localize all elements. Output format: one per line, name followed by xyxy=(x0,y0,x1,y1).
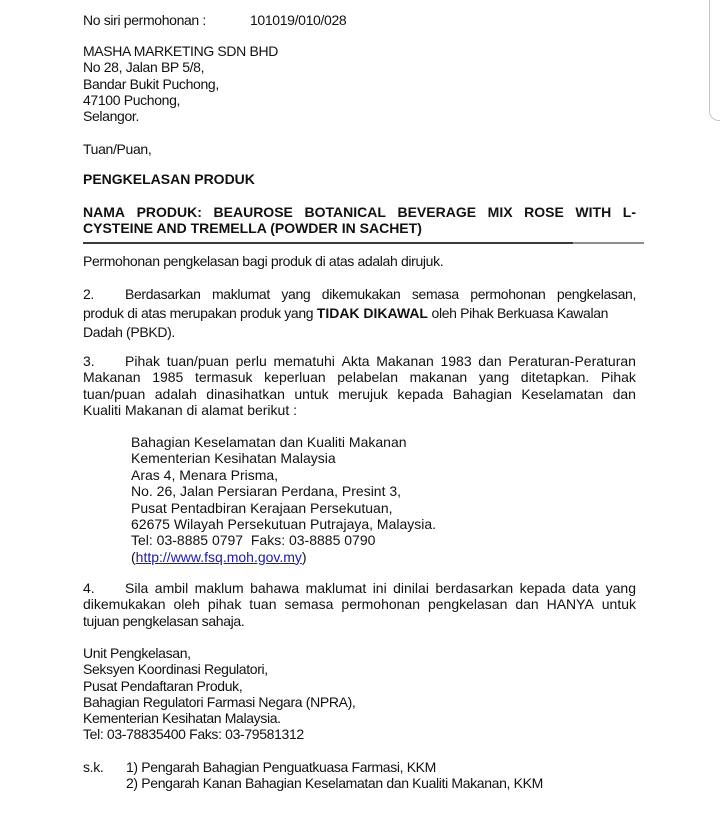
fsq-contact-line: Tel: 03-8885 0797 Faks: 03-8885 0790 xyxy=(131,532,376,549)
word: Berdasarkan xyxy=(125,286,201,302)
fsq-website xyxy=(131,549,436,565)
horizontal-rule xyxy=(83,242,573,244)
word: dan xyxy=(515,596,539,613)
word: BEAUROSE xyxy=(213,204,293,220)
paren: ( xyxy=(131,548,136,565)
word: permohonan xyxy=(470,286,546,302)
paragraph-number: 3. xyxy=(83,353,95,369)
word: dan xyxy=(612,385,636,402)
word: bahawa xyxy=(250,580,300,596)
word: BEVERAGE xyxy=(397,204,477,220)
word: makanan xyxy=(409,369,468,386)
word: perlu xyxy=(235,353,267,369)
word: Pihak xyxy=(125,353,161,369)
paragraph-line xyxy=(83,304,636,323)
word: HANYA xyxy=(546,596,594,613)
recipient-line: MASHA MARKETING SDN BHD xyxy=(83,43,278,59)
horizontal-rule-tail xyxy=(573,242,644,244)
signature-line: Kementerian Kesihatan Malaysia. xyxy=(83,710,281,727)
signature-block xyxy=(83,645,355,743)
product-title-line-2: CYSTEINE AND TREMELLA (POWDER IN SACHET) xyxy=(83,220,422,237)
word: Bahagian xyxy=(452,385,512,402)
not-controlled-status: TIDAK DIKAWAL xyxy=(316,305,428,321)
serial-label: No siri permohonan : xyxy=(83,12,206,28)
word: pihak xyxy=(207,596,242,613)
word: tuan xyxy=(249,596,277,613)
fsq-address-line: Kementerian Kesihatan Malaysia xyxy=(131,450,336,467)
fsq-address-line: Aras 4, Menara Prisma, xyxy=(131,466,279,483)
cc-item: 1) Pengarah Bahagian Penguatkuasa Farmasi, KKM xyxy=(126,759,436,775)
word: merujuk xyxy=(338,385,388,402)
application-serial xyxy=(83,12,347,28)
word: Akta xyxy=(341,353,370,369)
paragraph-3 xyxy=(83,353,636,418)
word: Keselamatan xyxy=(521,385,604,402)
fsq-address-line: Pusat Pentadbiran Kerajaan Persekutuan, xyxy=(131,499,393,516)
cc-item: 2) Pengarah Kanan Bahagian Keselamatan dan Kualiti Makanan, KKM xyxy=(126,775,543,792)
recipient-line: No 28, Jalan BP 5/8, xyxy=(83,59,205,76)
word: ROSE xyxy=(524,204,564,220)
fsq-address xyxy=(131,434,436,565)
word: WITH xyxy=(575,204,612,220)
text: oleh Pihak Berkuasa Kawalan xyxy=(427,305,609,321)
fsq-website-link[interactable]: http://www.fsq.moh.gov.my xyxy=(135,548,302,565)
paragraph-number: 2. xyxy=(83,286,94,302)
word: 1983 xyxy=(440,353,472,369)
word: berdasarkan xyxy=(435,580,514,596)
word: tuan/puan xyxy=(83,385,146,402)
recipient-address xyxy=(83,43,278,124)
word: dinilai xyxy=(393,580,429,596)
word: maklumat xyxy=(305,580,367,596)
paragraph-line xyxy=(83,369,636,385)
word: dikemukakan xyxy=(83,596,166,613)
paragraph-line: Dadah (PBKD). xyxy=(83,324,175,340)
signature-line: Bahagian Regulatori Farmasi Negara (NPRA), xyxy=(83,693,356,710)
signature-line: Seksyen Koordinasi Regulatori, xyxy=(83,661,268,678)
word: yang xyxy=(605,580,636,596)
fsq-address-line: 62675 Wilayah Persekutuan Putrajaya, Malaysia. xyxy=(131,516,437,533)
word: pengkelasan xyxy=(427,596,508,613)
word: BOTANICAL xyxy=(304,204,386,220)
paragraph-line xyxy=(83,386,636,402)
word: maklum xyxy=(194,580,244,596)
recipient-line: 47100 Puchong, xyxy=(83,91,181,108)
word: termasuk xyxy=(194,369,253,386)
word: dikemukakan xyxy=(321,286,401,302)
word: maklumat xyxy=(212,286,270,302)
word: MIX xyxy=(487,204,513,220)
paragraph-line xyxy=(83,353,636,369)
word: untuk xyxy=(601,596,636,613)
word: keperluan xyxy=(264,369,326,386)
word: data xyxy=(571,580,600,596)
word: Peraturan-Peraturan xyxy=(508,353,636,369)
word: permohonan xyxy=(341,596,421,613)
serial-value: 101019/010/028 xyxy=(250,12,347,28)
paragraph-line xyxy=(83,596,636,612)
cc-label: s.k. xyxy=(83,759,104,775)
paren: ) xyxy=(301,548,307,565)
word: yang xyxy=(281,286,311,302)
word: Sila xyxy=(125,580,149,596)
fsq-address-line: No. 26, Jalan Persiaran Perdana, Presint 3, xyxy=(131,483,402,500)
word: semasa xyxy=(411,286,459,302)
word: L- xyxy=(622,204,636,220)
word: yang xyxy=(478,369,510,386)
word: pelabelan xyxy=(337,369,398,386)
recipient-line: Selangor. xyxy=(83,108,140,125)
paragraph-2 xyxy=(83,285,636,342)
product-title-line-1 xyxy=(83,204,636,220)
word: untuk xyxy=(294,385,329,402)
paragraph-line: tujuan pengkelasan sahaja. xyxy=(83,612,245,629)
word: kepada xyxy=(519,580,566,596)
text: produk di atas merupakan produk yang xyxy=(83,305,317,321)
word: adalah xyxy=(154,385,197,402)
subject-heading: PENGKELASAN PRODUK xyxy=(83,171,255,187)
word: dan xyxy=(478,353,502,369)
word: ini xyxy=(372,580,387,596)
paragraph-line xyxy=(83,580,636,596)
reference-sentence: Permohonan pengkelasan bagi produk di atas adalah dirujuk. xyxy=(83,253,444,269)
word: Makanan xyxy=(376,353,434,369)
word: ambil xyxy=(154,580,189,596)
paragraph-line xyxy=(83,285,636,304)
word: semasa xyxy=(284,596,334,613)
word: Makanan xyxy=(83,369,141,386)
paragraph-number: 4. xyxy=(83,580,95,596)
salutation: Tuan/Puan, xyxy=(83,141,152,157)
word: pengkelasan, xyxy=(556,286,636,302)
word: ditetapkan. xyxy=(520,369,590,386)
recipient-line: Bandar Bukit Puchong, xyxy=(83,75,219,92)
signature-line: Pusat Pendaftaran Produk, xyxy=(83,677,243,694)
word: PRODUK: xyxy=(136,204,202,220)
word: kepada xyxy=(397,385,444,402)
word: mematuhi xyxy=(273,353,335,369)
word: dinasihatkan xyxy=(206,385,285,402)
word: tuan/puan xyxy=(166,353,229,369)
word: 1985 xyxy=(152,369,184,386)
paragraph-4 xyxy=(83,580,636,629)
paragraph-line: Kualiti Makanan di alamat berikut : xyxy=(83,401,297,418)
signature-line: Unit Pengkelasan, xyxy=(83,645,191,661)
signature-line: Tel: 03-78835400 Faks: 03-79581312 xyxy=(83,726,304,743)
word: Pihak xyxy=(600,369,636,386)
word: NAMA xyxy=(83,204,125,220)
scroll-edge-indicator xyxy=(709,0,720,121)
fsq-address-line: Bahagian Keselamatan dan Kualiti Makanan xyxy=(131,434,407,450)
product-title xyxy=(83,204,636,237)
word: oleh xyxy=(173,596,200,613)
